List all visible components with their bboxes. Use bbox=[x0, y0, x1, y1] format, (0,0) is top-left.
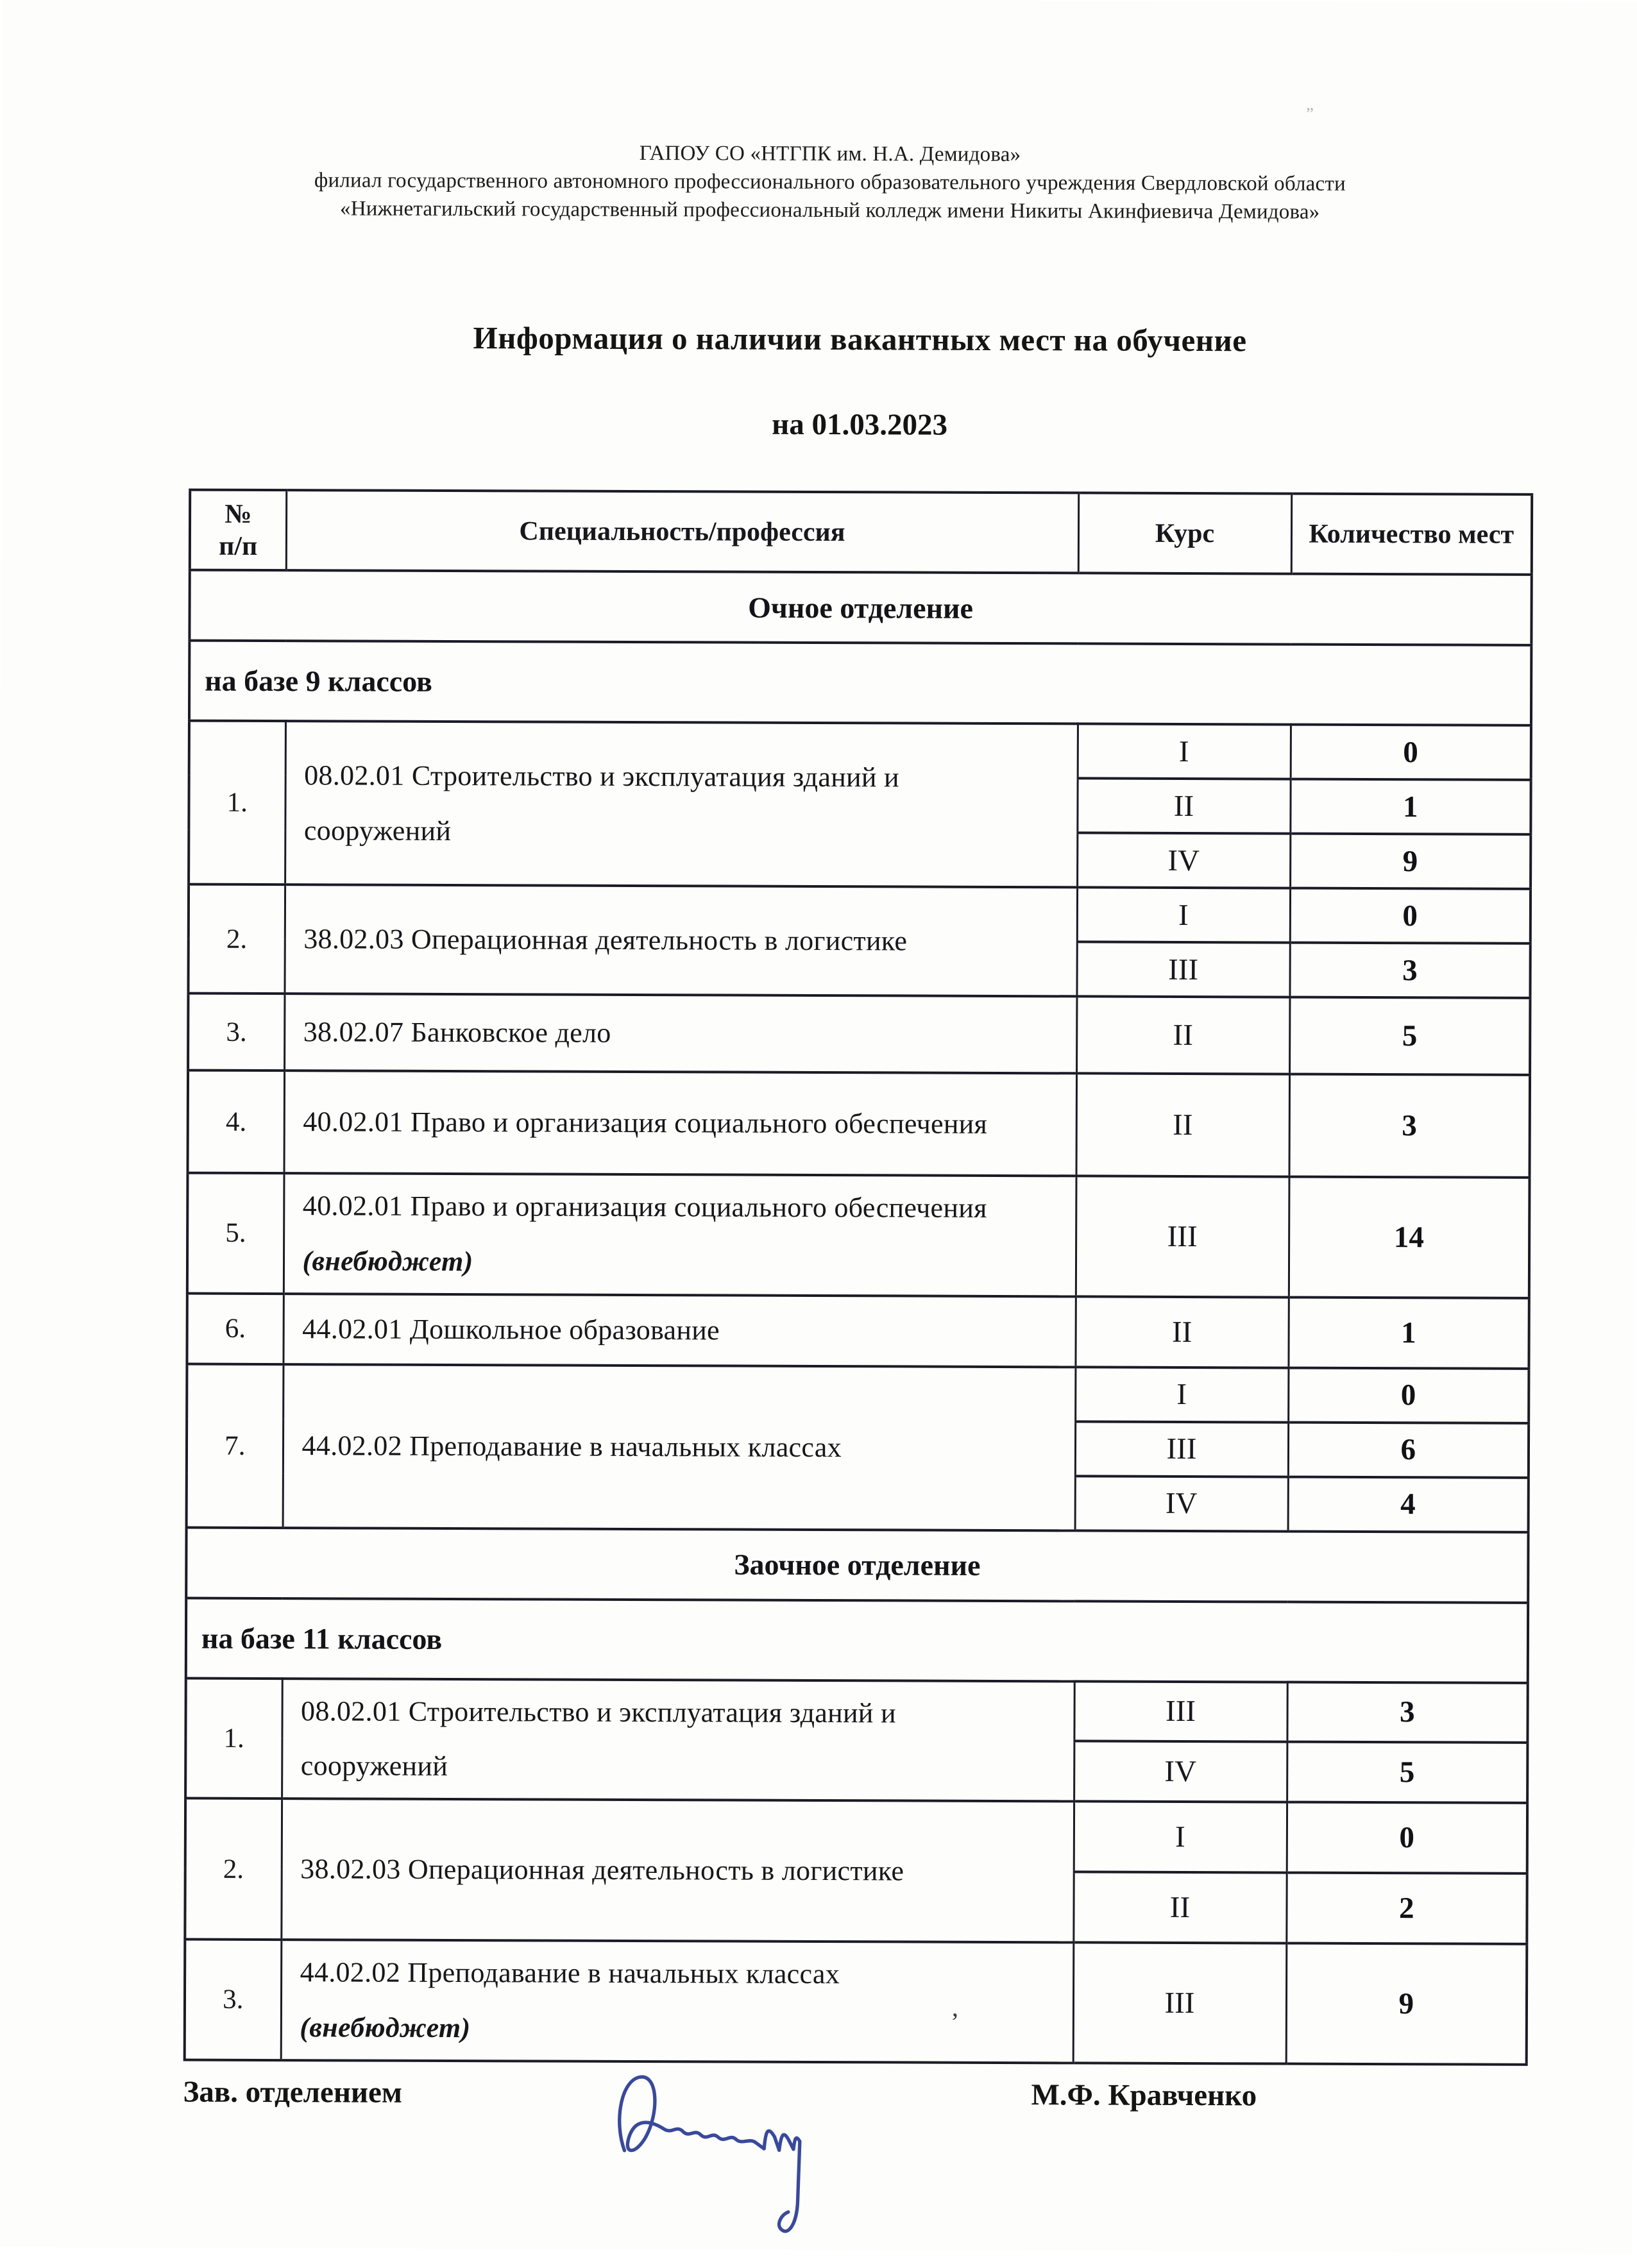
vacancy-table bbox=[183, 489, 1534, 2066]
table-row bbox=[185, 1678, 1527, 1743]
column-header-specialty: Специальность/профессия bbox=[286, 490, 1078, 573]
seats-cell: 6 bbox=[1288, 1422, 1529, 1477]
seats-cell: 9 bbox=[1286, 1943, 1527, 2065]
course-cell: IV bbox=[1077, 833, 1290, 888]
course-cell: II bbox=[1076, 1073, 1290, 1176]
specialty-cell bbox=[284, 1071, 1077, 1176]
seats-cell: 0 bbox=[1290, 888, 1531, 944]
column-header-seats-label: Количество мест bbox=[1309, 519, 1514, 550]
table-header-row bbox=[190, 490, 1532, 575]
course-cell: IV bbox=[1074, 1741, 1287, 1802]
table-row bbox=[189, 884, 1531, 944]
row-number: 2. bbox=[185, 1798, 282, 1940]
seats-cell: 1 bbox=[1290, 779, 1531, 834]
seats-cell: 3 bbox=[1289, 1074, 1530, 1178]
course-cell: II bbox=[1077, 778, 1290, 833]
specialty-text: 40.02.01 Право и организация социального обеспечения bbox=[302, 1190, 987, 1224]
row-number: 3. bbox=[188, 994, 284, 1071]
row-number: 1. bbox=[189, 721, 285, 885]
seats-cell: 5 bbox=[1287, 1742, 1527, 1803]
table-row bbox=[188, 994, 1530, 1075]
course-cell: I bbox=[1077, 887, 1290, 942]
course-cell: III bbox=[1076, 1176, 1289, 1297]
course-cell: IV bbox=[1075, 1476, 1288, 1531]
seats-cell: 9 bbox=[1290, 834, 1531, 889]
scan-artifact-mark: ’ bbox=[950, 2007, 960, 2036]
seats-cell: 0 bbox=[1288, 1367, 1529, 1423]
org-header-line3: «Нижнетагильский государственный профессиональный колледж имени Никиты Акинфиевича Демидова» bbox=[340, 197, 1320, 224]
specialty-cell bbox=[283, 1294, 1075, 1367]
seats-cell: 3 bbox=[1287, 1682, 1527, 1743]
specialty-cell bbox=[281, 1940, 1074, 2063]
specialty-text: 38.02.03 Операционная деятельность в логистике bbox=[303, 923, 908, 957]
seats-cell: 14 bbox=[1289, 1177, 1530, 1298]
handwritten-signature bbox=[587, 2036, 857, 2265]
row-number: 3. bbox=[185, 1940, 282, 2060]
org-header-line1: ГАПОУ СО «НТГПК им. Н.А. Демидова» bbox=[639, 142, 1021, 167]
course-cell: III bbox=[1074, 1681, 1287, 1742]
specialty-cell bbox=[284, 884, 1077, 996]
seats-cell: 5 bbox=[1289, 997, 1530, 1075]
course-cell: I bbox=[1078, 724, 1291, 779]
course-cell: III bbox=[1073, 1943, 1287, 2064]
section-row-full-time bbox=[189, 570, 1531, 645]
specialty-text: 40.02.01 Право и организация социального обеспечения bbox=[303, 1106, 988, 1140]
course-cell: III bbox=[1075, 1421, 1288, 1477]
row-number: 1. bbox=[185, 1678, 282, 1798]
specialty-text: 38.02.07 Банковское дело bbox=[303, 1016, 611, 1049]
subsection-title: на базе 9 классов bbox=[189, 641, 1531, 725]
course-cell: I bbox=[1075, 1367, 1288, 1422]
specialty-text: 08.02.01 Строительство и эксплуатация зданий и сооружений bbox=[303, 759, 900, 847]
specialty-note: (внебюджет) bbox=[302, 1244, 473, 1277]
row-number: 7. bbox=[187, 1364, 284, 1528]
column-header-course: Курс bbox=[1078, 493, 1291, 573]
seats-cell: 1 bbox=[1288, 1297, 1529, 1368]
course-cell: II bbox=[1076, 996, 1289, 1074]
specialty-cell bbox=[281, 1798, 1074, 1942]
specialty-text: 44.02.02 Преподавание в начальных классах bbox=[300, 1956, 840, 1990]
org-header bbox=[131, 137, 1529, 227]
signer-name: М.Ф. Кравченко bbox=[1031, 2078, 1257, 2113]
specialty-cell bbox=[285, 721, 1078, 887]
specialty-cell bbox=[284, 1173, 1076, 1296]
seats-cell: 0 bbox=[1291, 725, 1531, 780]
course-cell: III bbox=[1076, 942, 1289, 997]
table-row bbox=[187, 1364, 1529, 1423]
seats-cell: 3 bbox=[1289, 943, 1530, 998]
specialty-text: 38.02.03 Операционная деятельность в логистике bbox=[300, 1853, 904, 1887]
specialty-cell bbox=[284, 994, 1076, 1073]
scan-artifact-mark: ” bbox=[1306, 104, 1314, 123]
column-header-num-bottom: п/п bbox=[219, 531, 258, 561]
row-number: 2. bbox=[188, 884, 285, 994]
specialty-text: 44.02.01 Дошкольное образование bbox=[302, 1312, 720, 1346]
row-number: 5. bbox=[187, 1173, 284, 1294]
subsection-title: на базе 11 классов bbox=[186, 1598, 1528, 1682]
specialty-cell bbox=[282, 1679, 1074, 1802]
column-header-seats bbox=[1291, 494, 1532, 575]
table-row bbox=[187, 1173, 1530, 1298]
seats-cell: 4 bbox=[1288, 1477, 1529, 1532]
specialty-cell bbox=[283, 1364, 1076, 1530]
specialty-text: 44.02.02 Преподавание в начальных классах bbox=[301, 1430, 842, 1464]
course-cell: I bbox=[1074, 1802, 1287, 1873]
seats-cell: 2 bbox=[1286, 1873, 1527, 1944]
row-number: 6. bbox=[187, 1293, 283, 1364]
column-header-num-top: № bbox=[225, 499, 252, 529]
org-header-line2: филиал государственного автономного профессионального образовательного учреждения Свердловской области bbox=[314, 169, 1346, 196]
section-title: Очное отделение bbox=[189, 570, 1531, 645]
specialty-text: 08.02.01 Строительство и эксплуатация зданий и сооружений bbox=[300, 1695, 896, 1782]
date-line: на 01.03.2023 bbox=[772, 407, 948, 442]
table-row bbox=[185, 1940, 1527, 2065]
table-row bbox=[189, 721, 1531, 780]
table-row bbox=[187, 1293, 1529, 1368]
column-header-num bbox=[190, 490, 286, 571]
specialty-note: (внебюджет) bbox=[300, 2011, 471, 2044]
table-row bbox=[188, 1071, 1531, 1178]
table-row bbox=[185, 1798, 1527, 1874]
course-cell: II bbox=[1075, 1296, 1288, 1367]
page-title: Информация о наличии вакантных мест на обучение bbox=[473, 320, 1247, 359]
section-title: Заочное отделение bbox=[186, 1527, 1528, 1602]
row-number: 4. bbox=[188, 1071, 285, 1174]
seats-cell: 0 bbox=[1287, 1802, 1527, 1874]
signer-position: Зав. отделением bbox=[183, 2075, 403, 2110]
subsection-row-11-classes bbox=[186, 1598, 1528, 1682]
course-cell: II bbox=[1073, 1872, 1286, 1943]
section-row-extramural bbox=[186, 1527, 1528, 1602]
subsection-row-9-classes bbox=[189, 641, 1531, 725]
signature-block bbox=[183, 2075, 1525, 2253]
